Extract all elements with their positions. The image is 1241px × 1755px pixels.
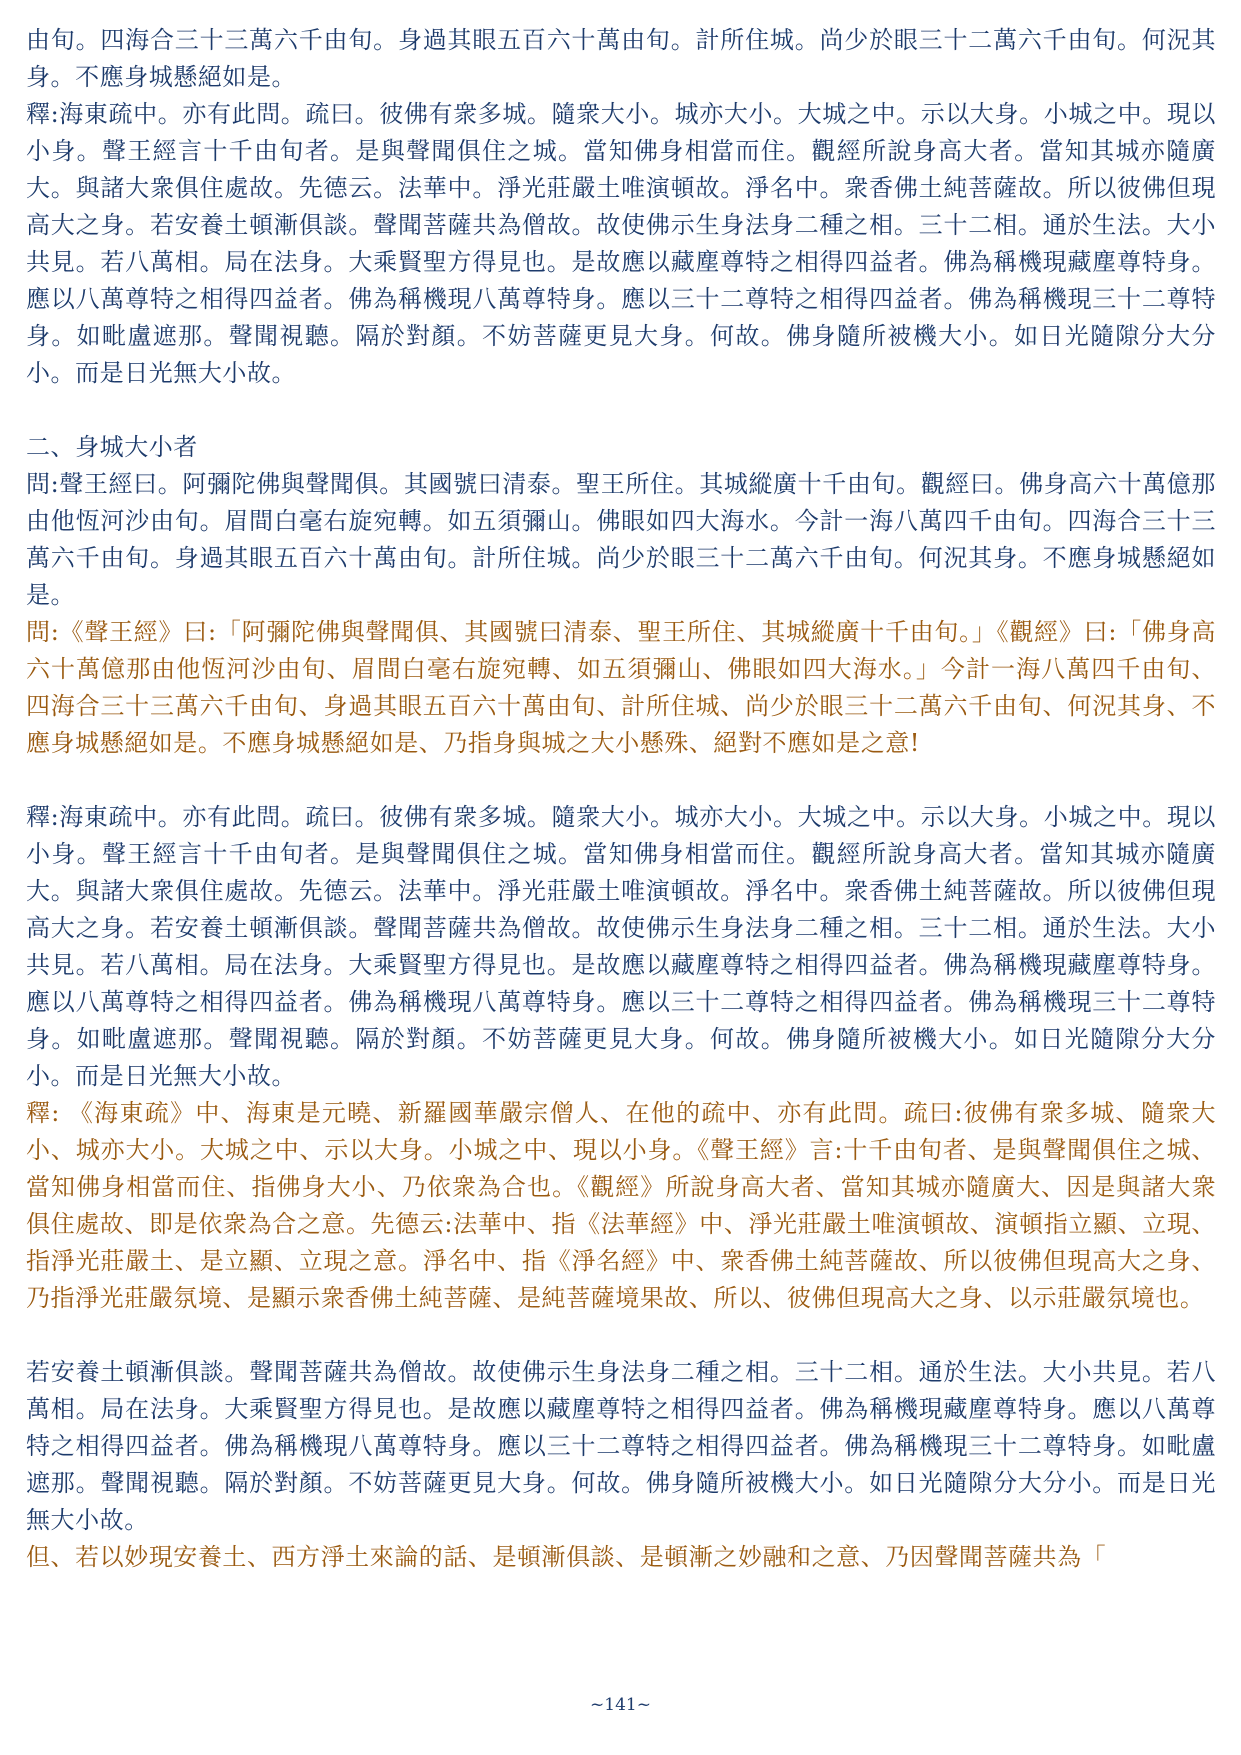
section-heading: 二、身城大小者: [26, 433, 198, 461]
document-body: [26, 22, 1216, 1576]
commentary-explanation: 釋: 《海東疏》中、海東是元曉、新羅國華嚴宗僧人、在他的疏中、亦有此問。疏曰:彼佛有衆多城、隨衆大小、城亦大小。大城之中、示以大身。小城之中、現以小身。《聲王經》言:十千由旬者、是與聲聞俱住之城、當知佛身相當而住、指佛身大小、乃依衆為合也。《觀經》所說身高大者、當知其城亦隨廣大、因是與諸大衆俱住處故、即是依衆為合之意。先德云:法華中、指《法華經》中、淨光莊嚴土唯演頓故、演頓指立顯、立現、指淨光莊嚴土、是立顯、立現之意。淨名中、指《淨名經》中、衆香佛土純菩薩故、所以彼佛但現高大之身、乃指淨光莊嚴氛境、是顯示衆香佛土純菩薩、是純菩薩境果故、所以、彼佛但現高大之身、以示莊嚴氛境也。: [26, 1099, 1216, 1312]
paragraph-gap: [26, 1317, 1216, 1354]
paragraph-gap: [26, 392, 1216, 429]
page-number: ~141~: [590, 1695, 651, 1715]
paragraph-2: 釋:海東疏中。亦有此問。疏曰。彼佛有衆多城。隨衆大小。城亦大小。大城之中。示以大身。小城之中。現以小身。聲王經言十千由旬者。是與聲聞俱住之城。當知佛身相當而住。觀經所說身高大者。當知其城亦隨廣大。與諸大衆俱住處故。先德云。法華中。淨光莊嚴土唯演頓故。淨名中。衆香佛土純菩薩故。所以彼佛但現高大之身。若安養土頓漸俱談。聲聞菩薩共為僧故。故使佛示生身法身二種之相。三十二相。通於生法。大小共見。若八萬相。局在法身。大乘賢聖方得見也。是故應以藏塵尊特之相得四益者。佛為稱機現藏塵尊特身。應以八萬尊特之相得四益者。佛為稱機現八萬尊特身。應以三十二尊特之相得四益者。佛為稱機現三十二尊特身。如毗盧遮那。聲聞視聽。隔於對顏。不妨菩薩更見大身。何故。佛身隨所被機大小。如日光隨隙分大分小。而是日光無大小故。: [26, 100, 1216, 387]
commentary-question: 問:《聲王經》曰:「阿彌陀佛與聲聞俱、其國號曰清泰、聖王所住、其城縱廣十千由旬。」《觀經》曰:「佛身高六十萬億那由他恆河沙由旬、眉間白毫右旋宛轉、如五須彌山、佛眼如四大海水。」今計一海八萬四千由旬、四海合三十三萬六千由旬、身過其眼五百六十萬由旬、計所住城、尚少於眼三十二萬六千由旬、何況其身、不應身城懸絕如是。不應身城懸絕如是、乃指身與城之大小懸殊、絕對不應如是之意!: [26, 618, 1216, 757]
paragraph-explanation: 釋:海東疏中。亦有此問。疏曰。彼佛有衆多城。隨衆大小。城亦大小。大城之中。示以大身。小城之中。現以小身。聲王經言十千由旬者。是與聲聞俱住之城。當知佛身相當而住。觀經所說身高大者。當知其城亦隨廣大。與諸大衆俱住處故。先德云。法華中。淨光莊嚴土唯演頓故。淨名中。衆香佛土純菩薩故。所以彼佛但現高大之身。若安養土頓漸俱談。聲聞菩薩共為僧故。故使佛示生身法身二種之相。三十二相。通於生法。大小共見。若八萬相。局在法身。大乘賢聖方得見也。是故應以藏塵尊特之相得四益者。佛為稱機現藏塵尊特身。應以八萬尊特之相得四益者。佛為稱機現八萬尊特身。應以三十二尊特之相得四益者。佛為稱機現三十二尊特身。如毗盧遮那。聲聞視聽。隔於對顏。不妨菩薩更見大身。何故。佛身隨所被機大小。如日光隨隙分大分小。而是日光無大小故。: [26, 803, 1216, 1090]
paragraph-gap: [26, 762, 1216, 799]
paragraph-continuation: 若安養土頓漸俱談。聲聞菩薩共為僧故。故使佛示生身法身二種之相。三十二相。通於生法。大小共見。若八萬相。局在法身。大乘賢聖方得見也。是故應以藏塵尊特之相得四益者。佛為稱機現藏塵尊特身。應以八萬尊特之相得四益者。佛為稱機現八萬尊特身。應以三十二尊特之相得四益者。佛為稱機現三十二尊特身。如毗盧遮那。聲聞視聽。隔於對顏。不妨菩薩更見大身。何故。佛身隨所被機大小。如日光隨隙分大分小。而是日光無大小故。: [26, 1358, 1216, 1534]
commentary-continuation: 但、若以妙現安養土、西方淨土來論的話、是頓漸俱談、是頓漸之妙融和之意、乃因聲聞菩薩共為「: [26, 1543, 1107, 1571]
paragraph-1: 由旬。四海合三十三萬六千由旬。身過其眼五百六十萬由旬。計所住城。尚少於眼三十二萬六千由旬。何況其身。不應身城懸絕如是。: [26, 26, 1216, 91]
paragraph-question: 問:聲王經曰。阿彌陀佛與聲聞俱。其國號曰清泰。聖王所住。其城縱廣十千由旬。觀經曰。佛身高六十萬億那由他恆河沙由旬。眉間白毫右旋宛轉。如五須彌山。佛眼如四大海水。今計一海八萬四千由旬。四海合三十三萬六千由旬。身過其眼五百六十萬由旬。計所住城。尚少於眼三十二萬六千由旬。何況其身。不應身城懸絕如是。: [26, 470, 1216, 609]
